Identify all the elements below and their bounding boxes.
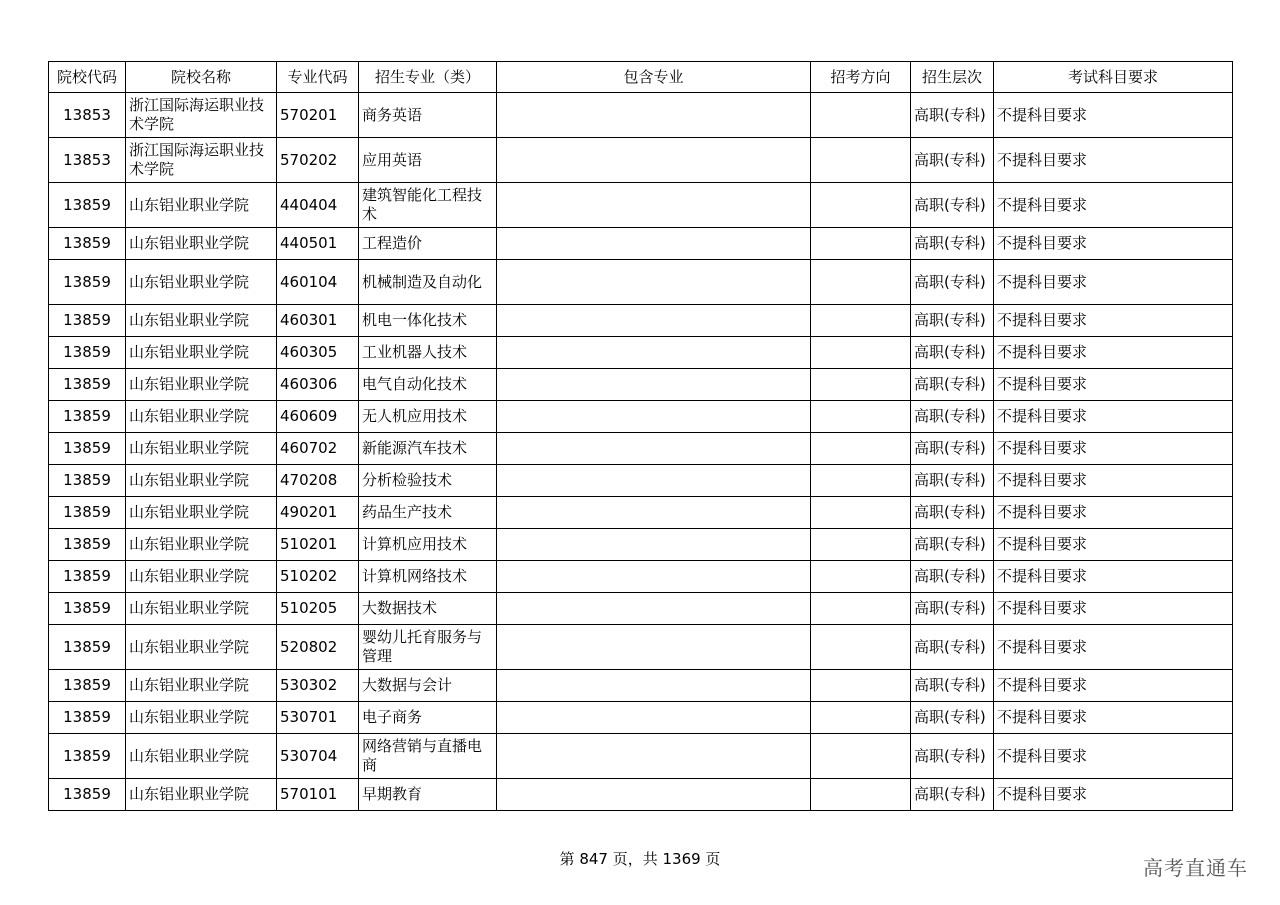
- direction-cell: [811, 401, 911, 433]
- included-majors-cell: [497, 561, 811, 593]
- direction-cell: [811, 734, 911, 779]
- included-majors-cell: [497, 779, 811, 811]
- included-majors-cell: [497, 593, 811, 625]
- direction-cell: [811, 702, 911, 734]
- table-row: [49, 702, 1233, 734]
- direction-cell: [811, 561, 911, 593]
- school-code-cell: 13859: [49, 529, 126, 561]
- major-code-cell: 510202: [277, 561, 359, 593]
- table-row: [49, 138, 1233, 183]
- major-code-cell: 440501: [277, 228, 359, 260]
- major-cell: 建筑智能化工程技术: [359, 183, 497, 228]
- direction-cell: [811, 260, 911, 305]
- school-code-cell: 13853: [49, 138, 126, 183]
- table-row: [49, 670, 1233, 702]
- table-row: [49, 779, 1233, 811]
- school-name-cell: 山东铝业职业学院: [126, 305, 277, 337]
- exam-requirement-cell: 不提科目要求: [994, 433, 1233, 465]
- direction-cell: [811, 670, 911, 702]
- level-cell: 高职(专科): [911, 529, 994, 561]
- major-cell: 大数据与会计: [359, 670, 497, 702]
- major-code-cell: 460305: [277, 337, 359, 369]
- major-code-cell: 570201: [277, 93, 359, 138]
- school-code-cell: 13859: [49, 183, 126, 228]
- major-cell: 工业机器人技术: [359, 337, 497, 369]
- major-cell: 机械制造及自动化: [359, 260, 497, 305]
- major-code-cell: 460609: [277, 401, 359, 433]
- major-cell: 电气自动化技术: [359, 369, 497, 401]
- table-row: [49, 593, 1233, 625]
- direction-cell: [811, 497, 911, 529]
- major-code-cell: 440404: [277, 183, 359, 228]
- exam-requirement-cell: 不提科目要求: [994, 183, 1233, 228]
- major-code-cell: 530302: [277, 670, 359, 702]
- table-row: [49, 93, 1233, 138]
- direction-cell: [811, 465, 911, 497]
- header-cell-direction: 招考方向: [811, 62, 911, 93]
- level-cell: 高职(专科): [911, 734, 994, 779]
- included-majors-cell: [497, 369, 811, 401]
- level-cell: 高职(专科): [911, 625, 994, 670]
- included-majors-cell: [497, 625, 811, 670]
- header-cell-exam-requirement: 考试科目要求: [994, 62, 1233, 93]
- major-cell: 计算机应用技术: [359, 529, 497, 561]
- level-cell: 高职(专科): [911, 369, 994, 401]
- table-row: [49, 561, 1233, 593]
- level-cell: 高职(专科): [911, 183, 994, 228]
- major-cell: 商务英语: [359, 93, 497, 138]
- level-cell: 高职(专科): [911, 433, 994, 465]
- school-name-cell: 山东铝业职业学院: [126, 337, 277, 369]
- page-number: 第 847 页，共 1369 页: [559, 850, 721, 868]
- exam-requirement-cell: 不提科目要求: [994, 260, 1233, 305]
- school-code-cell: 13859: [49, 401, 126, 433]
- major-code-cell: 510201: [277, 529, 359, 561]
- major-code-cell: 460306: [277, 369, 359, 401]
- school-name-cell: 山东铝业职业学院: [126, 260, 277, 305]
- major-code-cell: 470208: [277, 465, 359, 497]
- level-cell: 高职(专科): [911, 497, 994, 529]
- included-majors-cell: [497, 401, 811, 433]
- exam-requirement-cell: 不提科目要求: [994, 670, 1233, 702]
- header-cell-major: 招生专业（类）: [359, 62, 497, 93]
- school-name-cell: 浙江国际海运职业技术学院: [126, 93, 277, 138]
- header-row: [49, 62, 1233, 93]
- exam-requirement-cell: 不提科目要求: [994, 228, 1233, 260]
- school-name-cell: 山东铝业职业学院: [126, 465, 277, 497]
- school-name-cell: 山东铝业职业学院: [126, 702, 277, 734]
- table-row: [49, 529, 1233, 561]
- major-code-cell: 530701: [277, 702, 359, 734]
- major-code-cell: 460301: [277, 305, 359, 337]
- school-code-cell: 13859: [49, 228, 126, 260]
- major-code-cell: 570202: [277, 138, 359, 183]
- major-cell: 早期教育: [359, 779, 497, 811]
- major-code-cell: 460104: [277, 260, 359, 305]
- school-code-cell: 13859: [49, 779, 126, 811]
- major-cell: 计算机网络技术: [359, 561, 497, 593]
- exam-requirement-cell: 不提科目要求: [994, 465, 1233, 497]
- table-row: [49, 401, 1233, 433]
- table-row: [49, 228, 1233, 260]
- school-code-cell: 13859: [49, 497, 126, 529]
- direction-cell: [811, 593, 911, 625]
- school-code-cell: 13859: [49, 465, 126, 497]
- included-majors-cell: [497, 138, 811, 183]
- direction-cell: [811, 779, 911, 811]
- included-majors-cell: [497, 670, 811, 702]
- included-majors-cell: [497, 228, 811, 260]
- level-cell: 高职(专科): [911, 228, 994, 260]
- exam-requirement-cell: 不提科目要求: [994, 702, 1233, 734]
- admission-table: [48, 61, 1233, 811]
- exam-requirement-cell: 不提科目要求: [994, 93, 1233, 138]
- level-cell: 高职(专科): [911, 337, 994, 369]
- school-name-cell: 浙江国际海运职业技术学院: [126, 138, 277, 183]
- included-majors-cell: [497, 734, 811, 779]
- level-cell: 高职(专科): [911, 670, 994, 702]
- table-row: [49, 497, 1233, 529]
- exam-requirement-cell: 不提科目要求: [994, 337, 1233, 369]
- major-cell: 网络营销与直播电商: [359, 734, 497, 779]
- major-cell: 无人机应用技术: [359, 401, 497, 433]
- major-code-cell: 570101: [277, 779, 359, 811]
- school-code-cell: 13859: [49, 369, 126, 401]
- exam-requirement-cell: 不提科目要求: [994, 734, 1233, 779]
- header-cell-included-majors: 包含专业: [497, 62, 811, 93]
- major-cell: 分析检验技术: [359, 465, 497, 497]
- level-cell: 高职(专科): [911, 138, 994, 183]
- direction-cell: [811, 228, 911, 260]
- school-name-cell: 山东铝业职业学院: [126, 529, 277, 561]
- included-majors-cell: [497, 465, 811, 497]
- major-cell: 新能源汽车技术: [359, 433, 497, 465]
- included-majors-cell: [497, 529, 811, 561]
- table-row: [49, 465, 1233, 497]
- school-code-cell: 13859: [49, 702, 126, 734]
- header-cell-school-code: 院校代码: [49, 62, 126, 93]
- included-majors-cell: [497, 260, 811, 305]
- exam-requirement-cell: 不提科目要求: [994, 497, 1233, 529]
- level-cell: 高职(专科): [911, 401, 994, 433]
- school-code-cell: 13853: [49, 93, 126, 138]
- school-code-cell: 13859: [49, 670, 126, 702]
- major-code-cell: 460702: [277, 433, 359, 465]
- major-code-cell: 510205: [277, 593, 359, 625]
- included-majors-cell: [497, 433, 811, 465]
- school-name-cell: 山东铝业职业学院: [126, 625, 277, 670]
- school-code-cell: 13859: [49, 305, 126, 337]
- school-name-cell: 山东铝业职业学院: [126, 561, 277, 593]
- major-cell: 电子商务: [359, 702, 497, 734]
- included-majors-cell: [497, 497, 811, 529]
- school-name-cell: 山东铝业职业学院: [126, 670, 277, 702]
- school-code-cell: 13859: [49, 260, 126, 305]
- school-code-cell: 13859: [49, 433, 126, 465]
- school-name-cell: 山东铝业职业学院: [126, 497, 277, 529]
- exam-requirement-cell: 不提科目要求: [994, 625, 1233, 670]
- exam-requirement-cell: 不提科目要求: [994, 593, 1233, 625]
- level-cell: 高职(专科): [911, 561, 994, 593]
- school-code-cell: 13859: [49, 337, 126, 369]
- level-cell: 高职(专科): [911, 593, 994, 625]
- level-cell: 高职(专科): [911, 465, 994, 497]
- school-name-cell: 山东铝业职业学院: [126, 401, 277, 433]
- table-row: [49, 183, 1233, 228]
- major-cell: 机电一体化技术: [359, 305, 497, 337]
- included-majors-cell: [497, 93, 811, 138]
- direction-cell: [811, 337, 911, 369]
- exam-requirement-cell: 不提科目要求: [994, 138, 1233, 183]
- major-cell: 婴幼儿托育服务与管理: [359, 625, 497, 670]
- direction-cell: [811, 93, 911, 138]
- header-cell-school-name: 院校名称: [126, 62, 277, 93]
- level-cell: 高职(专科): [911, 702, 994, 734]
- major-cell: 大数据技术: [359, 593, 497, 625]
- table-row: [49, 369, 1233, 401]
- school-name-cell: 山东铝业职业学院: [126, 369, 277, 401]
- exam-requirement-cell: 不提科目要求: [994, 369, 1233, 401]
- table-row: [49, 433, 1233, 465]
- major-code-cell: 520802: [277, 625, 359, 670]
- included-majors-cell: [497, 337, 811, 369]
- level-cell: 高职(专科): [911, 779, 994, 811]
- table-row: [49, 260, 1233, 305]
- level-cell: 高职(专科): [911, 260, 994, 305]
- direction-cell: [811, 138, 911, 183]
- exam-requirement-cell: 不提科目要求: [994, 779, 1233, 811]
- exam-requirement-cell: 不提科目要求: [994, 529, 1233, 561]
- school-code-cell: 13859: [49, 734, 126, 779]
- direction-cell: [811, 183, 911, 228]
- direction-cell: [811, 433, 911, 465]
- school-code-cell: 13859: [49, 593, 126, 625]
- direction-cell: [811, 625, 911, 670]
- included-majors-cell: [497, 305, 811, 337]
- major-cell: 药品生产技术: [359, 497, 497, 529]
- included-majors-cell: [497, 702, 811, 734]
- header-cell-level: 招生层次: [911, 62, 994, 93]
- direction-cell: [811, 529, 911, 561]
- major-code-cell: 490201: [277, 497, 359, 529]
- table-row: [49, 734, 1233, 779]
- major-cell: 应用英语: [359, 138, 497, 183]
- level-cell: 高职(专科): [911, 93, 994, 138]
- school-name-cell: 山东铝业职业学院: [126, 779, 277, 811]
- direction-cell: [811, 369, 911, 401]
- exam-requirement-cell: 不提科目要求: [994, 561, 1233, 593]
- school-code-cell: 13859: [49, 625, 126, 670]
- watermark: 高考直通车: [1143, 856, 1248, 880]
- table-row: [49, 305, 1233, 337]
- school-code-cell: 13859: [49, 561, 126, 593]
- header-cell-major-code: 专业代码: [277, 62, 359, 93]
- school-name-cell: 山东铝业职业学院: [126, 433, 277, 465]
- exam-requirement-cell: 不提科目要求: [994, 401, 1233, 433]
- major-cell: 工程造价: [359, 228, 497, 260]
- level-cell: 高职(专科): [911, 305, 994, 337]
- direction-cell: [811, 305, 911, 337]
- table-row: [49, 337, 1233, 369]
- school-name-cell: 山东铝业职业学院: [126, 593, 277, 625]
- table-row: [49, 625, 1233, 670]
- school-name-cell: 山东铝业职业学院: [126, 734, 277, 779]
- included-majors-cell: [497, 183, 811, 228]
- major-code-cell: 530704: [277, 734, 359, 779]
- exam-requirement-cell: 不提科目要求: [994, 305, 1233, 337]
- school-name-cell: 山东铝业职业学院: [126, 183, 277, 228]
- school-name-cell: 山东铝业职业学院: [126, 228, 277, 260]
